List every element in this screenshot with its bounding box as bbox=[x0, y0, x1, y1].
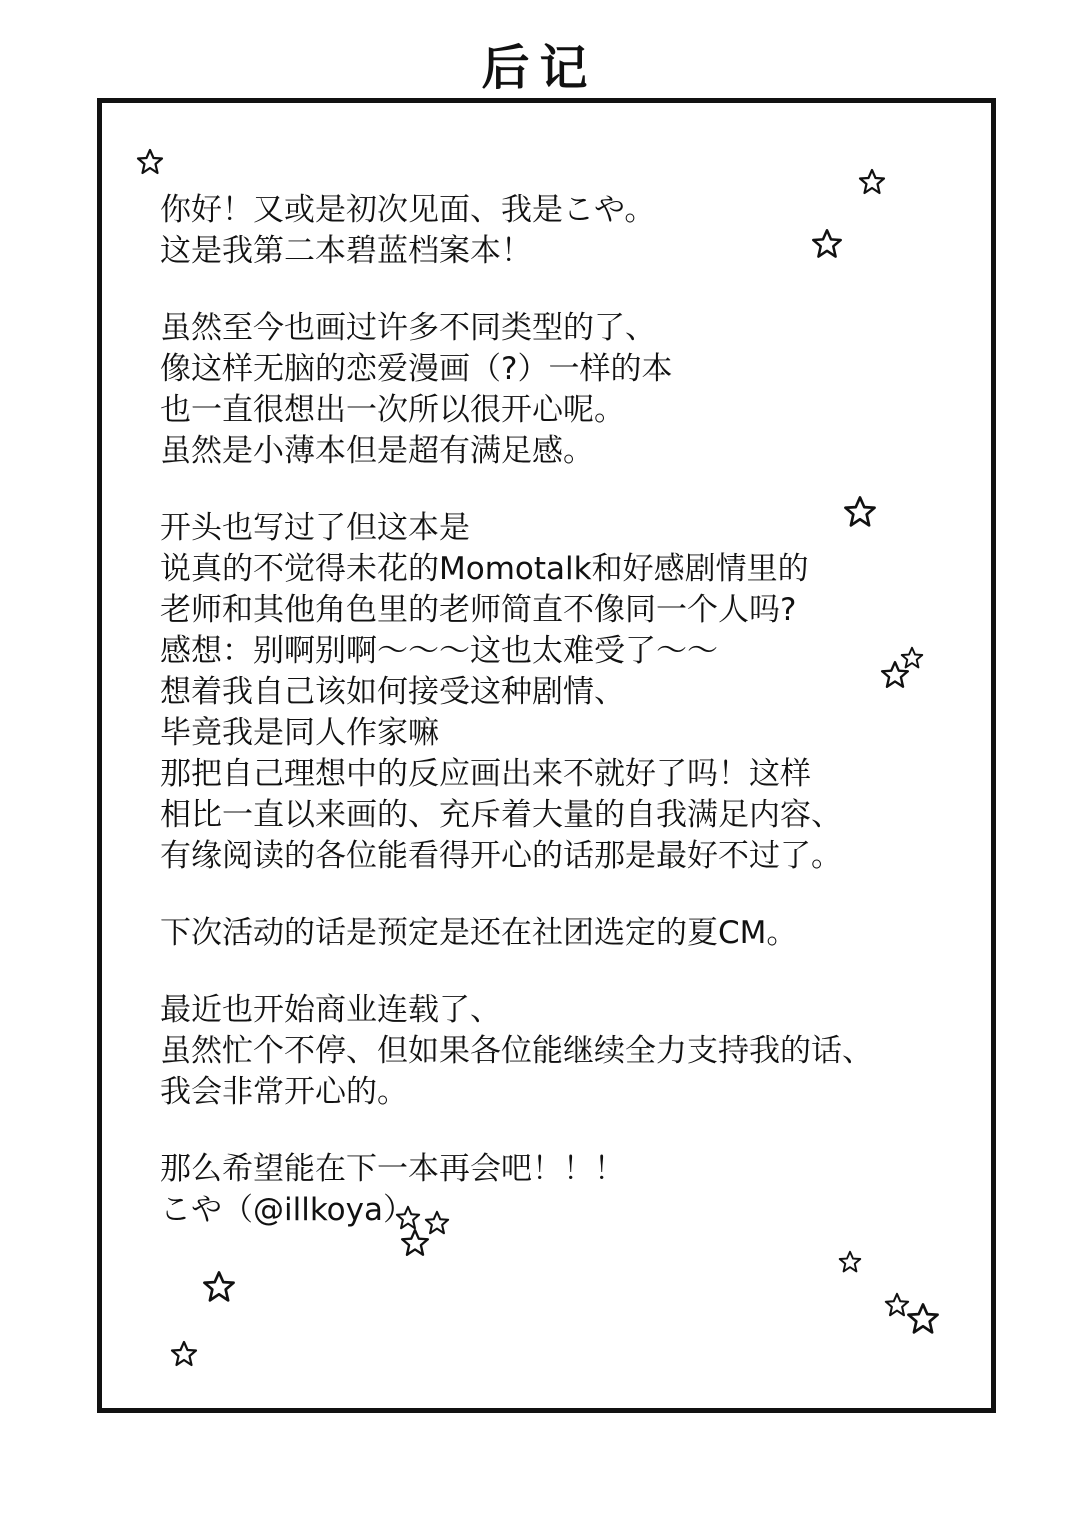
paragraph-story bbox=[160, 508, 940, 877]
star-icon bbox=[858, 168, 886, 196]
paragraph-signoff bbox=[160, 1149, 940, 1231]
text-line: 下次活动的话是预定是还在社团选定的夏CM。 bbox=[160, 915, 798, 951]
star-icon bbox=[843, 495, 877, 529]
text-line: 想着我自己该如何接受这种剧情、 bbox=[160, 674, 625, 710]
text-line: 你好！又或是初次见面、我是こや。 bbox=[160, 192, 656, 228]
text-line: 这是我第二本碧蓝档案本！ bbox=[160, 233, 532, 269]
author-signature: こや（@illkoya） bbox=[160, 1192, 414, 1228]
paragraph-next-event bbox=[160, 913, 940, 954]
text-line: 老师和其他角色里的老师简直不像同一个人吗? bbox=[160, 592, 797, 628]
text-line: 有缘阅读的各位能看得开心的话那是最好不过了。 bbox=[160, 838, 842, 874]
text-line: 我会非常开心的。 bbox=[160, 1074, 408, 1110]
star-icon bbox=[880, 660, 910, 690]
paragraph-serialization bbox=[160, 990, 940, 1113]
page-title: 后记 bbox=[481, 40, 598, 96]
star-icon bbox=[202, 1270, 236, 1304]
text-line: 毕竟我是同人作家嘛 bbox=[160, 715, 439, 751]
star-icon bbox=[811, 228, 843, 260]
text-line: 感想：别啊别啊～～～这也太难受了～～ bbox=[160, 633, 718, 669]
text-line: 那把自己理想中的反应画出来不就好了吗！这样 bbox=[160, 756, 811, 792]
text-line: 开头也写过了但这本是 bbox=[160, 510, 470, 546]
star-icon bbox=[400, 1228, 430, 1258]
text-line: 虽然忙个不停、但如果各位能继续全力支持我的话、 bbox=[160, 1033, 873, 1069]
text-line: 虽然至今也画过许多不同类型的了、 bbox=[160, 310, 656, 346]
text-line: 最近也开始商业连载了、 bbox=[160, 992, 501, 1028]
text-line: 像这样无脑的恋爱漫画（?）一样的本 bbox=[160, 351, 673, 387]
text-line: 说真的不觉得未花的Momotalk和好感剧情里的 bbox=[160, 551, 809, 587]
star-icon bbox=[838, 1250, 862, 1274]
text-line: 相比一直以来画的、充斥着大量的自我满足内容、 bbox=[160, 797, 842, 833]
text-line: 也一直很想出一次所以很开心呢。 bbox=[160, 392, 625, 428]
paragraph-about bbox=[160, 308, 940, 472]
star-icon bbox=[136, 148, 164, 176]
star-icon bbox=[906, 1302, 940, 1336]
afterword-body bbox=[160, 190, 940, 1231]
text-line: 虽然是小薄本但是超有满足感。 bbox=[160, 433, 594, 469]
text-line: 那么希望能在下一本再会吧！！！ bbox=[160, 1151, 625, 1187]
star-icon bbox=[170, 1340, 198, 1368]
